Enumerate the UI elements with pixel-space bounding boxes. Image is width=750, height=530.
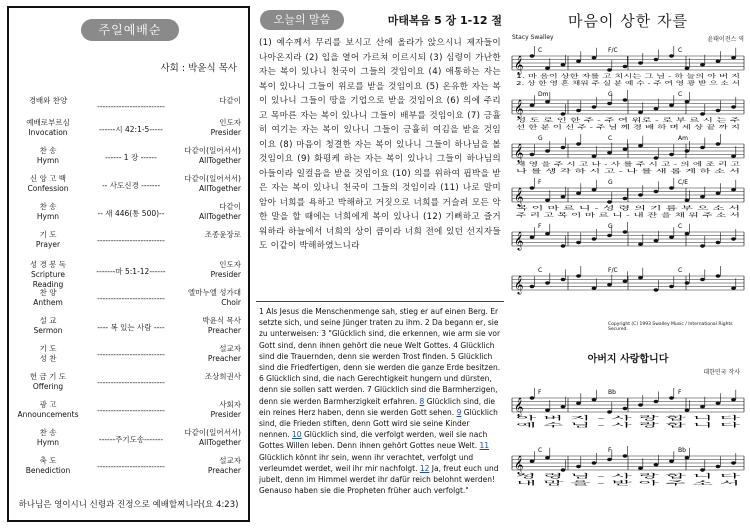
order-item-leader: 다같이 [219,96,241,105]
lyric-line: 내 맘 을 - 받 아 주 소 서 [516,481,576,487]
note-head [700,195,705,198]
note-head [545,100,550,103]
chord-symbol: C [678,223,683,230]
chord-symbol: F/C [608,47,618,54]
chord-symbol: C [538,47,543,54]
chord-symbol: C [678,47,683,54]
verse-number-link[interactable]: 12 [419,463,430,473]
order-item-content: ------ 1 장 ------ [105,153,157,162]
note-head [669,186,674,189]
order-item-leader: 설교자 Preacher [207,344,241,363]
note-head [530,285,535,288]
treble-clef-icon: 𝄞 [514,455,524,474]
song2-composer: 대한민국 작사 [703,369,740,376]
note-head [623,197,628,200]
note-head [731,398,736,401]
order-row [17,400,245,424]
order-row [17,288,245,312]
order-item-content: ------------------------- [97,102,165,111]
chord-symbol: G [608,179,613,186]
treble-clef-icon: 𝄞 [514,275,524,294]
verse-number-link[interactable]: 8 [419,396,425,406]
staff-system [512,446,744,487]
note-head [607,234,612,237]
note-head [576,402,581,405]
note-head [592,188,597,191]
order-item-content: -------마 5:1-12------ [96,267,166,276]
staff-system [512,46,744,87]
chord-symbol: F [538,179,542,186]
chord-symbol: G [608,223,613,230]
note-head [638,111,643,114]
order-item-label: 축 도 Benediction [25,456,71,475]
chord-symbol: Bb [608,389,616,396]
note-head [638,276,643,279]
chord-symbol: C [538,267,543,274]
note-head [669,104,674,107]
german-text-segment: Glücklich könnt ihr sein, wenn ihr verachtet, verfolgt und verleumdet werdet, weil ihr mir nachfolgt. [259,452,474,473]
note-head [654,463,659,466]
staff-system [512,266,744,295]
note-head [545,281,550,284]
note-head [638,243,643,246]
note-head [545,456,550,459]
note-head [669,285,674,288]
note-head [716,465,721,468]
order-row [17,174,245,198]
treble-clef-icon: 𝄞 [514,397,524,416]
note-head [530,54,535,57]
note-head [592,56,597,59]
note-head [731,188,736,191]
verse-number-link[interactable]: 11 [479,441,490,451]
lyric-line: 주 리 고 목 이 마 르 니 - 내 잔 을 채 워 주 소 서 [516,213,633,219]
note-head [654,288,659,291]
treble-clef-icon: 𝄞 [514,231,524,250]
order-item-leader: 다같이(일어서서) AllTogether [184,174,241,193]
presider-line: 사회 : 박윤식 목사 [160,63,237,74]
note-head [669,236,674,239]
german-scripture-text [259,306,501,496]
worship-order-title: 주일예배순 [81,19,179,41]
note-head [669,460,674,463]
chord-symbol: C [678,267,683,274]
chord-symbol: F [538,223,542,230]
order-row [17,428,245,452]
note-head [654,400,659,403]
order-item-label: 찬 송 Hymn [36,202,60,221]
chord-symbol: F [678,389,682,396]
note-head [700,278,705,281]
closing-verse: 하나님은 영이시니 신령과 진정으로 예배할찌니라(요 4:23) [18,500,239,510]
note-head [685,232,690,235]
note-head [576,465,581,468]
order-row [17,146,245,170]
note-head [716,241,721,244]
staff-system [512,90,744,131]
song1-score [508,42,748,322]
song2-score [508,376,748,526]
note-head [545,232,550,235]
note-head [530,104,535,107]
note-head [545,67,550,70]
lyric-line: 성 령 님 - 사 랑 합 니 다 [516,474,576,480]
lyric-line: 선 한 분 이 신 주 - 주 님 께 경 배 하 며 세 상 끝 까 지 [516,125,648,131]
treble-clef-icon: 𝄞 [514,99,524,118]
note-head [731,105,736,108]
lyric-line: 성 도 로 인 한 주 - 주 여 위로 - 로 부 르 시 는 주 [516,118,635,124]
order-item-content: -- 사도신경 ------- [101,181,161,190]
note-head [685,456,690,459]
note-head [700,112,705,115]
note-head [576,60,581,63]
order-item-content: ------------------------- [97,462,165,471]
order-item-label: 찬 양 Anthem [33,288,63,307]
order-item-label: 광 고 Announcements [17,400,79,419]
note-head [669,54,674,57]
note-head [561,405,566,408]
note-head [592,237,597,240]
note-head [561,195,566,198]
note-head [576,241,581,244]
note-head [576,109,581,112]
note-head [592,287,597,290]
lyric-line: 목 이 마 르 니 - 성 령 의 기 름 부 으 소 서 [516,206,619,212]
order-item-label: 기 도 성 찬 [39,344,57,363]
note-head [685,67,690,70]
order-item-leader: 설교자 Preacher [207,456,241,475]
note-head [592,398,597,401]
verse-number-link[interactable]: 9 [456,407,462,417]
note-head [561,278,566,281]
note-head [731,56,736,59]
order-item-leader: 인도자 Presider [210,260,241,279]
note-head [607,200,612,203]
chord-symbol: C [538,447,543,454]
note-head [654,190,659,193]
song1-arranger: Stacy Swalley [512,34,554,41]
order-item-label: 찬 송 Hymn [36,428,60,447]
note-head [561,146,566,149]
order-item-content: ------------------------- [97,236,165,245]
chord-symbol: G [538,135,543,142]
note-head [654,239,659,242]
note-head [623,280,628,283]
song1-copyright: Copyright (C) 1993 Swalley Music / International Rights Secured. [608,322,733,332]
order-item-leader: 사회자 Presider [210,400,241,419]
note-head [576,274,581,277]
note-head [700,468,705,471]
order-item-leader: 박윤식 목사 Preacher [202,316,241,335]
note-head [669,153,674,156]
chord-symbol: F [608,447,612,454]
note-head [592,105,597,108]
note-head [731,237,736,240]
korean-scripture-text: (1) 예수께서 무리를 보시고 산에 올라가 앉으시니 제자들이 나아온지라 (2) 입을 열어 가르쳐 이르시되 (3) 심령이 가난한 자는 복이 있나니 천국이 그들의 것임이요 (4) 애통하는 자는 복이 있나니 그들이 위로를 받을 것임이요 (5) 온유한 자는 복이 있나니 그들이 땅을 기업으로 받을 것임이요 (6) 의에 주리고 목마른 자는 복이 있나니 그들이 배부를 것임이요 (7) 긍휼히 여기는 자는 복이 있나니 그들이 긍휼히 여김을 받을 것임이요 (8) 마음이 청결한 자는 복이 있나니 그들이 하나님을 볼 것임이요 (9) 화평케 하는 자는 복이 있나니 그들이 하나님의 아들이라 일컬음을 받을 것임이요 (10) 의를 위하여 핍박을 받은 자는 복이 있나니 천국이 그들의 것임이라 (11) 나로 말미암아 너희를 욕하고 박해하고 거짓으로 너희를 거슬려 모든 악한 말을 할 때에는 너희에게 복이 있나니 (12) 기뻐하고 즐거워하라 하늘에서 너희의 상이 큼이라 너희 전에 있던 선지자들도 이같이 박해하였느니라 [259,38,501,251]
german-text-segment: 1 Als Jesus die Menschenmenge sah, stieg er auf einen Berg. Er setzte sich, und seine Jünger traten zu ihm. 2 Da begann er, sie zu unterweisen: 3 "Glücklich sind, die erkennen, wie arm sie vor Gott sind, denn ihnen gehört die neue Welt Gottes. 4 Glücklich sind die Trauernden, denn sie werden Trost finden. 5 Glücklich sind die Friedfertigen, denn sie werden die ganze Erde besitzen. 6 Glücklich sind, die nach Gerechtigkeit hungern und dürsten, denn sie sollen satt werden. 7 Glücklich sind die Barmherzigen, denn sie werden Barmherzigkeit erfahren. [259,307,501,406]
order-item-label: 예배로부르심 Invocation [26,118,70,137]
order-item-leader: 다같이(일어서서) AllTogether [184,146,241,165]
note-head [576,192,581,195]
chord-symbol: C [608,135,613,142]
order-item-label: 설 교 Sermon [33,316,63,335]
treble-clef-icon: 𝄞 [514,187,524,206]
order-row [17,456,245,480]
note-head [716,109,721,112]
german-text-segment: Glücklich sind, die Frieden stiften, denn Gott wird sie seine Kinder nennen. [259,407,498,440]
chord-symbol: Am [678,135,688,142]
order-item-content: ------주기도송------- [98,435,164,444]
order-item-leader: 다같이 AllTogether [199,202,241,221]
note-head [545,149,550,152]
order-item-content: ---- 복 있는 사람 ---- [97,323,165,332]
staff-system [512,134,744,175]
order-item-leader: 다같이(일어서서) AllTogether [184,428,241,447]
note-head [607,410,612,413]
text-divider [256,301,504,302]
scripture-panel [256,6,504,522]
order-item-leader: 조종윤장로 [204,230,241,239]
note-head [685,281,690,284]
note-head [731,287,736,290]
note-head [623,407,628,410]
chord-symbol: Bb [678,447,686,454]
order-item-content: ------------------------- [97,378,165,387]
german-text-segment: Glücklich sind, die ein reines Herz haben, denn sie werden Gott sehen. [259,396,495,417]
order-item-content: ------시 42:1-5----- [99,125,163,134]
note-head [623,148,628,151]
note-head [530,153,535,156]
order-item-label: 헌 금 기 도 Offering [29,372,67,391]
note-head [716,274,721,277]
order-item-label: 기 도 Prayer [35,230,61,249]
lyric-line: 2. 상 한 영 혼 채워 주 실 분 예 수 - 주 여 영 광 받 으 소 서 [516,81,660,87]
lyric-line: 예 수 님 - 사 랑 합 니 다 [516,423,576,429]
note-head [623,65,628,68]
lyric-line: 1. 마 음이 상한 자를 고 치시는 그 님 - 하 늘의 아 버 지 [516,74,651,80]
note-head [685,149,690,152]
note-head [731,461,736,464]
note-head [623,230,628,233]
order-row [17,202,245,226]
note-head [654,156,659,159]
lyric-line: 새 영 을 주 시 고 나 - 사 를 주 시 고 - 의 에 조 리 고 [516,162,644,168]
note-head [654,107,659,110]
note-head [592,155,597,158]
staff-system [512,178,744,219]
note-head [576,142,581,145]
order-row [17,260,245,289]
note-head [607,68,612,71]
note-head [530,236,535,239]
order-row [17,372,245,396]
song2-title: 아버지 사랑합니다 [587,354,669,365]
order-item-label: 신 앙 고 백 Confession [27,174,69,193]
note-head [530,396,535,399]
order-item-content: ------------------------- [97,294,165,303]
note-head [638,467,643,470]
chord-symbol: C [678,91,683,98]
note-head [545,409,550,412]
note-head [638,193,643,196]
german-text-segment: Ja, freut euch und jubelt, denn im Himmel werdet ihr dafür reich belohnt werden! Genauso haben sie die Propheten früher auch verfolgt." [259,463,499,496]
chord-symbol: Dm [538,91,549,98]
note-head [607,102,612,105]
note-head [530,460,535,463]
todays-word-label: 오늘의 말씀 [260,10,344,30]
treble-clef-icon: 𝄞 [514,55,524,74]
worship-order-panel [7,6,250,522]
note-head [561,63,566,66]
note-head [623,454,628,457]
treble-clef-icon: 𝄞 [514,143,524,162]
note-head [700,405,705,408]
order-row [17,344,245,368]
note-head [700,146,705,149]
order-item-content: ------------------------- [97,350,165,359]
order-item-leader: 인도자 Presider [210,118,241,137]
note-head [561,468,566,471]
note-head [607,283,612,286]
note-head [731,155,736,158]
song1-title: 마음이 상한 자를 [568,12,688,30]
note-head [545,199,550,202]
order-item-label: 경배와 찬양 [28,96,68,105]
song1-composer: 윤태이전스 역 [707,36,744,43]
note-head [607,458,612,461]
chord-symbol: C/E [678,179,689,186]
order-item-label: 찬 송 Hymn [36,146,60,165]
note-head [700,244,705,247]
lyric-line: 아 버 지 - 사 랑 합 니 다 [516,416,576,422]
order-item-label: 성 경 봉 독 Scripture Reading [29,260,67,289]
note-head [685,199,690,202]
note-head [638,61,643,64]
note-head [716,60,721,63]
note-head [638,144,643,147]
note-head [700,63,705,66]
note-head [530,186,535,189]
order-item-leader: 조상희권사 [204,372,241,381]
note-head [638,403,643,406]
sheet-music-panel [508,6,748,522]
note-head [685,100,690,103]
order-row [17,118,245,142]
note-head [716,142,721,145]
note-head [716,402,721,405]
staff-system [512,388,744,429]
note-head [685,409,690,412]
chord-symbol: F/C [608,267,618,274]
order-row [17,96,245,120]
note-head [592,461,597,464]
note-head [561,244,566,247]
order-item-content: -- 새 446(통 500)-- [97,209,165,218]
order-item-content: ------------------------- [97,406,165,415]
note-head [716,192,721,195]
note-head [607,151,612,154]
verse-number-link[interactable]: 10 [292,430,302,440]
order-item-leader: 엘마누엘 성가대 Choir [187,288,241,307]
note-head [623,98,628,101]
note-head [561,112,566,115]
note-head [654,58,659,61]
staff-system [512,222,744,251]
german-text-segment: Glücklich sind, die verfolgt werden, weil sie nach Gottes Willen leben. Denn ihnen gehört Gottes neue Welt. [259,430,488,451]
chord-symbol: G [608,91,613,98]
chord-symbol: F [538,389,542,396]
order-row [17,316,245,340]
lyric-line: 나 를 생 각 하 시 고 - 나 를 새 롭 게 하 소 서 [516,169,626,175]
scripture-reference: 마태복음 5 장 1-12 절 [387,14,502,27]
order-row [17,230,245,254]
note-head [669,396,674,399]
